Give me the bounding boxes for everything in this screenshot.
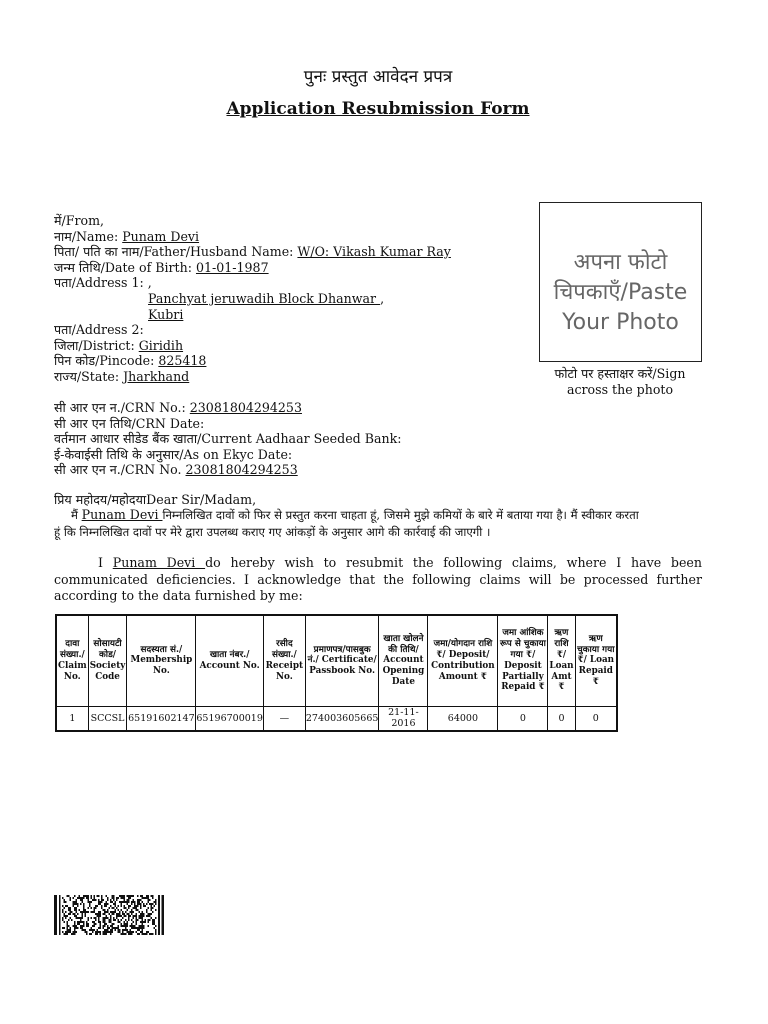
- crn-row: [54, 400, 401, 416]
- address2-label: पता/Address 2:: [54, 322, 144, 338]
- district-value: Giridih: [138, 337, 184, 353]
- state-value: Jharkhand: [123, 368, 190, 384]
- address1-line2-value: Panchyat jeruwadih Block Dhanwar: [148, 290, 381, 306]
- father-row: [54, 244, 451, 260]
- col-certificate-no: प्रमाणपत्र/पासबुक नं./ Certificate/ Passbook No.: [305, 615, 379, 706]
- crn2-value: 23081804294253: [185, 462, 298, 478]
- eng-rest: do hereby wish to resubmit the following claims, where I have been communicated deficiencies. I acknowledge that the following claims will be processed further according to the data furnished by me:: [54, 555, 702, 603]
- pincode-value: 825418: [158, 353, 207, 369]
- address1-line3: [54, 307, 451, 323]
- pincode-row: [54, 353, 451, 369]
- applicant-details: [54, 213, 451, 385]
- cell-opening-date: 21-11-2016: [379, 706, 428, 731]
- eng-prefix: I: [98, 555, 113, 570]
- dob-value: 01-01-1987: [195, 259, 269, 275]
- ekyc-label: ई-केवाईसी तिथि के अनुसार/As on Ekyc Date:: [54, 446, 293, 462]
- salutation: प्रिय महोदय/महोदयाDear Sir/Madam,: [54, 492, 257, 507]
- crn2-label: सी आर एन न./CRN No.: [54, 462, 186, 478]
- form-title-hindi: पुनः प्रस्तुत आवेदन प्रपत्र: [303, 67, 453, 87]
- bank-label: वर्तमान आधार सीडेड बैंक खाता/Current Aadhaar Seeded Bank:: [54, 431, 402, 447]
- cell-deposit-repaid: 0: [498, 706, 548, 731]
- cell-claim-no: 1: [56, 706, 88, 731]
- name-value: Punam Devi: [122, 228, 200, 244]
- col-account-no: खाता नंबर./ Account No.: [196, 615, 264, 706]
- barcode-image: [54, 895, 164, 935]
- col-deposit-amount: जमा/योगदान राशि ₹/ Deposit/ Contribution Amount ₹: [428, 615, 498, 706]
- photo-placeholder-text: अपना फोटो चिपकाएँ/Paste Your Photo: [553, 250, 688, 335]
- cell-society-code: SCCSL: [88, 706, 127, 731]
- col-claim-no: दावा संख्या./ Claim No.: [56, 615, 88, 706]
- father-value: W/O: Vikash Kumar Ray: [297, 244, 451, 260]
- crn2-row: [54, 462, 401, 478]
- hindi-line1-rest: निम्नलिखित दावों को फिर से प्रस्तुत करना चाहता हूं, जिसमे मुझे कमियों के बारे में बताया गया है। मैं स्वीकार करता: [162, 508, 639, 522]
- cell-loan-repaid: 0: [575, 706, 617, 731]
- hindi-declaration-line1: [54, 507, 704, 524]
- district-row: [54, 338, 451, 354]
- district-label: जिला/District:: [54, 337, 139, 353]
- crn-label: सी आर एन न./CRN No.:: [54, 400, 190, 415]
- col-membership-no: सदस्यता सं./ Membership No.: [127, 615, 196, 706]
- table-row: [56, 706, 617, 731]
- hindi-declaration-line2: हूं कि निम्नलिखित दावों पर मेरे द्वारा उपलब्ध कराए गए आंकड़ों के अनुसार आगे की कार्रवाई की जाएगी ।: [54, 524, 491, 539]
- address1-line2-suffix: ,: [380, 290, 385, 306]
- crn-date-label: सी आर एन तिथि/CRN Date:: [54, 415, 205, 431]
- cell-receipt-no: —: [263, 706, 305, 731]
- address1-line2: [54, 291, 451, 307]
- col-society-code: सोसायटी कोड/ Society Code: [88, 615, 127, 706]
- pincode-label: पिन कोड/Pincode:: [54, 353, 159, 369]
- state-label: राज्य/State:: [54, 368, 124, 384]
- crn-details: [54, 400, 401, 478]
- address1-line3-value: Kubri: [148, 306, 184, 322]
- crn-value: 23081804294253: [189, 400, 302, 415]
- father-label: पिता/ पति का नाम/Father/Husband Name:: [54, 244, 298, 260]
- dob-label: जन्म तिथि/Date of Birth:: [54, 259, 196, 275]
- claims-table: [55, 614, 618, 732]
- col-loan-amt: ऋण राशि ₹/ Loan Amt ₹: [548, 615, 575, 706]
- col-deposit-repaid: जमा आंशिक रूप से चुकाया गया ₹/ Deposit Partially Repaid ₹: [498, 615, 548, 706]
- cell-deposit-amount: 64000: [428, 706, 498, 731]
- hindi-name: Punam Devi: [81, 507, 163, 522]
- dob-row: [54, 260, 451, 276]
- address1-label: पता/Address 1: ,: [54, 275, 152, 291]
- name-row: [54, 229, 451, 245]
- photo-placeholder: [539, 202, 702, 362]
- col-receipt-no: रसीद संख्या./ Receipt No.: [263, 615, 305, 706]
- cell-loan-amt: 0: [548, 706, 575, 731]
- cell-certificate-no: 274003605665: [305, 706, 379, 731]
- name-label: नाम/Name:: [54, 228, 123, 244]
- claims-table-header: [56, 615, 617, 706]
- hindi-declaration: [54, 507, 704, 540]
- state-row: [54, 369, 451, 385]
- photo-caption: फोटो पर हस्ताक्षर करें/Sign across the photo: [554, 366, 686, 397]
- cell-membership-no: 65191602147: [127, 706, 196, 731]
- col-loan-repaid: ऋण चुकाया गया ₹/ Loan Repaid ₹: [575, 615, 617, 706]
- cell-account-no: 65196700019: [196, 706, 264, 731]
- english-declaration: [54, 555, 702, 605]
- col-opening-date: खाता खोलने की तिथि/ Account Opening Date: [379, 615, 428, 706]
- form-title-english: Application Resubmission Form: [226, 99, 530, 119]
- from-label: में/From,: [54, 213, 105, 228]
- eng-name: Punam Devi: [112, 555, 206, 570]
- hindi-prefix: मैं: [71, 508, 82, 522]
